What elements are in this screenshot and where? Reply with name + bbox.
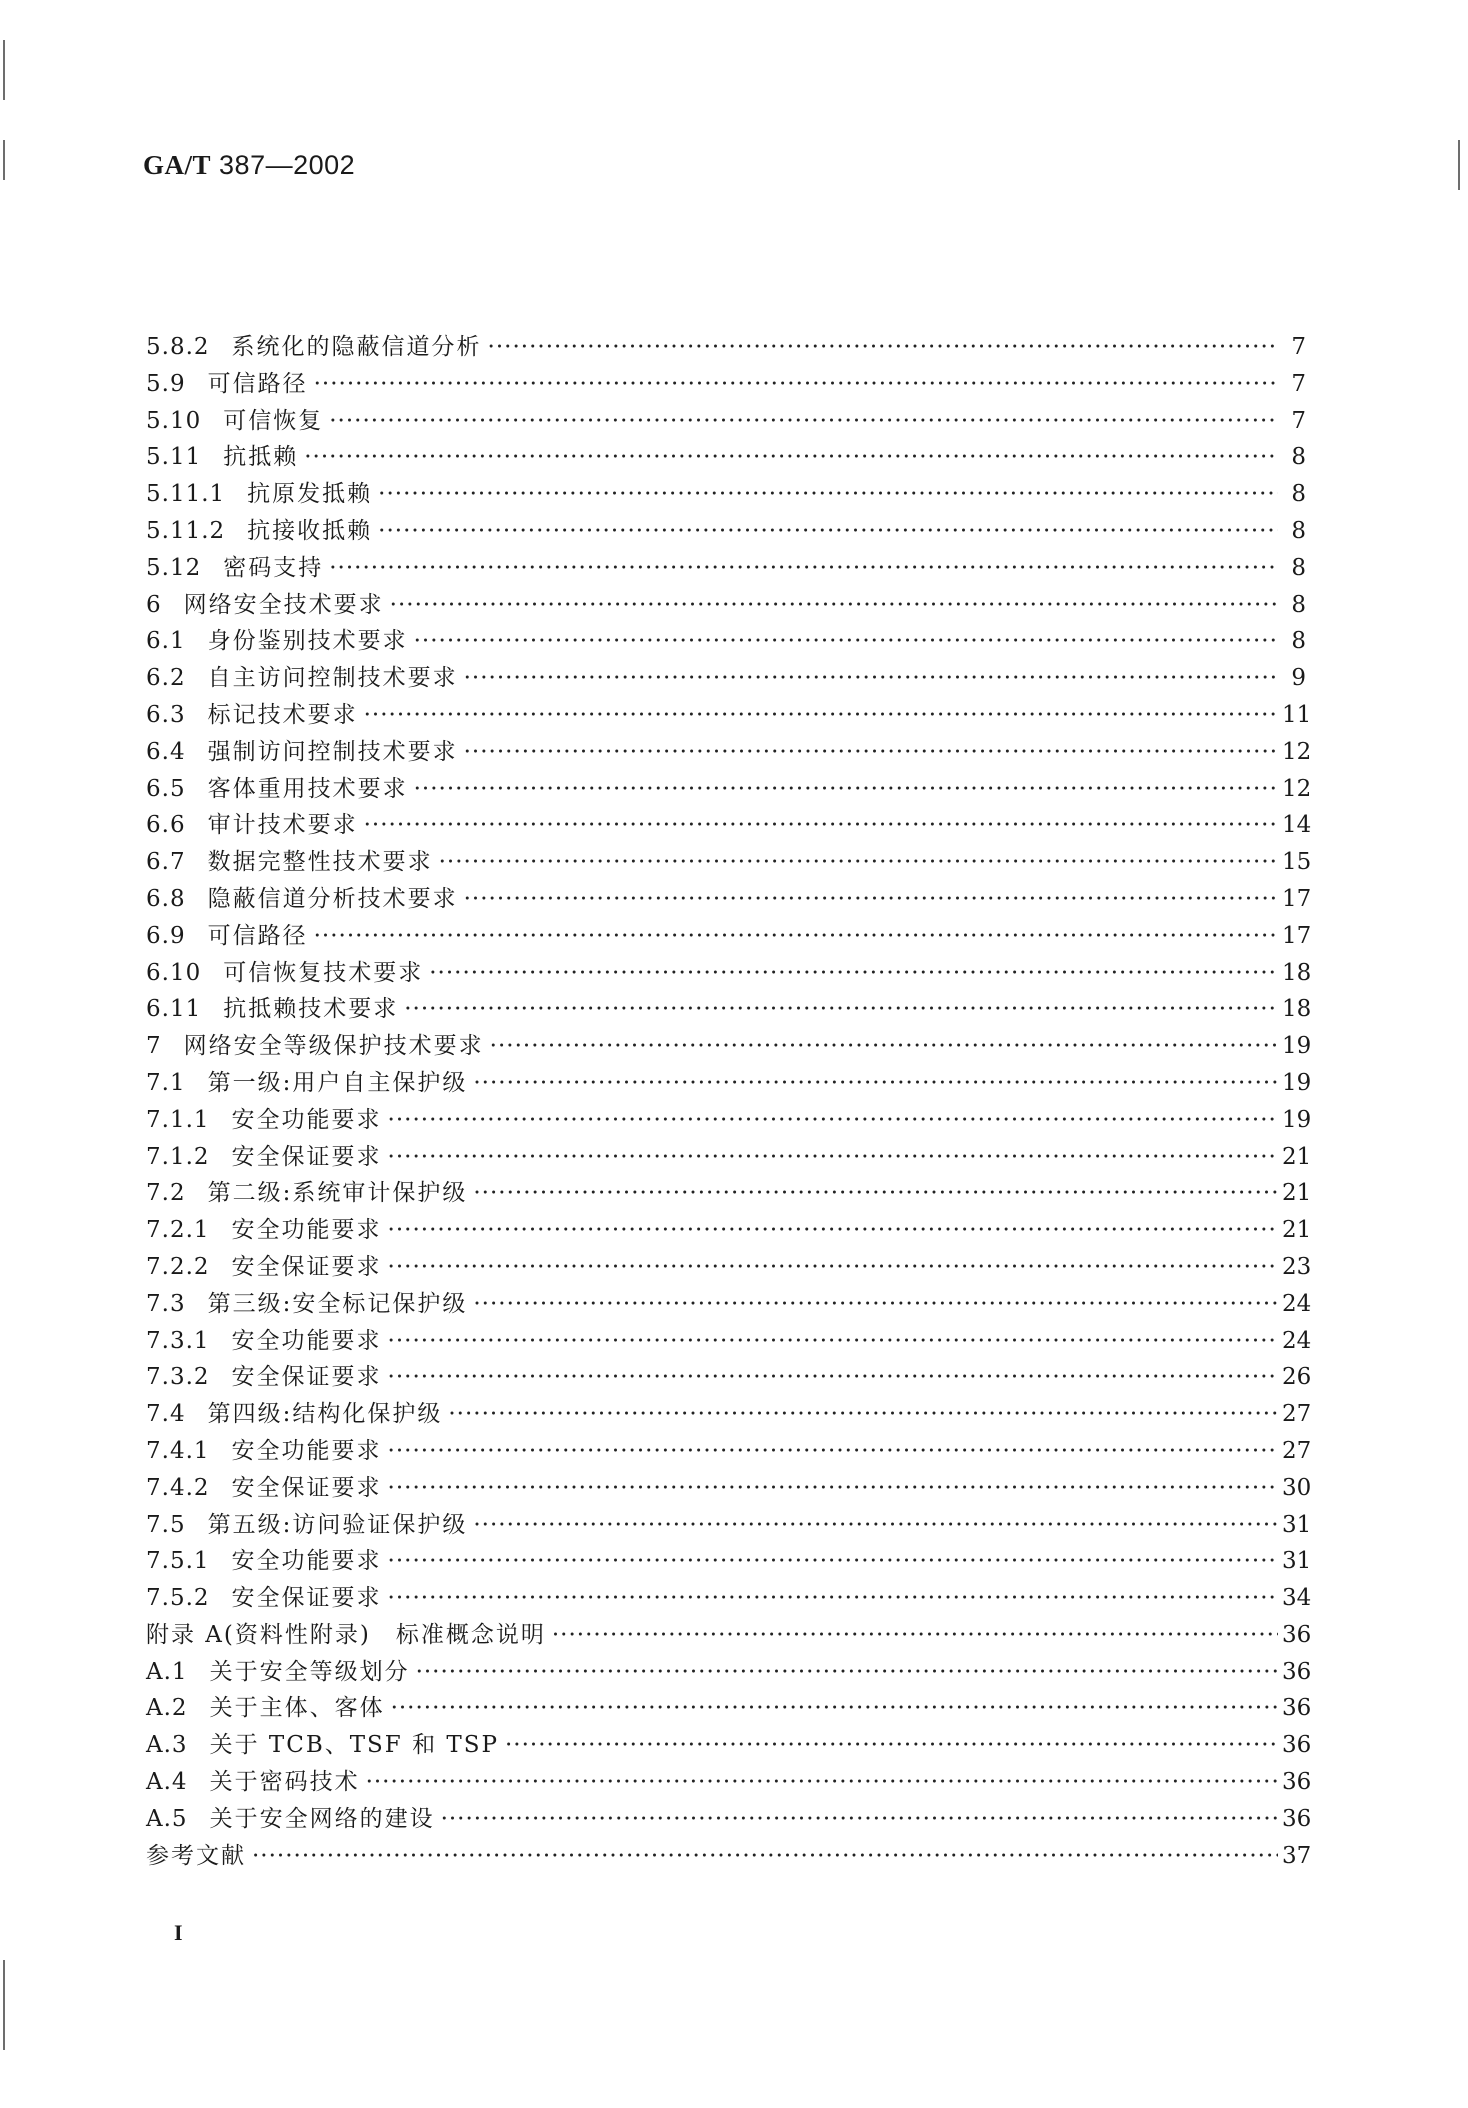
toc-entry-page: 30 (1282, 1474, 1312, 1501)
toc-leader-dots (505, 1732, 1278, 1758)
toc-entry-page: 8 (1291, 481, 1306, 508)
toc-entry-page: 37 (1282, 1842, 1312, 1869)
toc-entry (146, 1542, 1312, 1579)
toc-leader-dots (329, 408, 1278, 434)
toc-entry-number: 6.7 (146, 849, 186, 876)
toc-entry-page: 15 (1282, 849, 1312, 876)
toc-entry-number: 7.3.2 (146, 1364, 210, 1391)
toc-entry-number: 7.2 (146, 1180, 186, 1207)
toc-entry-title: 安全保证要求 (231, 1253, 382, 1280)
toc-entry (146, 1064, 1312, 1101)
toc-entry-number: 7.5.2 (146, 1585, 210, 1612)
toc-entry-title: 关于主体、客体 (209, 1695, 385, 1722)
toc-leader-dots (464, 886, 1278, 912)
toc-entry-title: 参考文献 (146, 1842, 246, 1869)
toc-leader-dots (388, 1548, 1278, 1574)
toc-entry-number: A.2 (146, 1695, 188, 1722)
toc-entry-title: 安全功能要求 (231, 1437, 382, 1464)
toc-entry (146, 1653, 1312, 1690)
toc-leader-dots (488, 334, 1278, 360)
toc-entry-page: 19 (1282, 1106, 1312, 1133)
toc-entry (146, 512, 1306, 549)
toc-entry (146, 1800, 1312, 1837)
scan-edge-mark-low (3, 1960, 5, 2050)
toc-leader-dots (252, 1843, 1278, 1869)
toc-entry-page: 7 (1291, 370, 1306, 397)
toc-entry (146, 1616, 1312, 1653)
toc-leader-dots (366, 1769, 1278, 1795)
toc-leader-dots (388, 1254, 1278, 1280)
toc-entry-title: 关于密码技术 (209, 1769, 360, 1796)
toc-leader-dots (314, 923, 1278, 949)
toc-entry-number: 6.11 (146, 996, 202, 1023)
toc-entry-number: 5.10 (146, 407, 202, 434)
toc-entry-number: 7.3 (146, 1290, 186, 1317)
toc-leader-dots (304, 444, 1278, 470)
toc-leader-dots (364, 812, 1278, 838)
toc-entry-page: 24 (1282, 1327, 1312, 1354)
toc-entry-number: 6.5 (146, 775, 186, 802)
toc-entry (146, 328, 1306, 365)
toc-entry-number: 7.1 (146, 1069, 186, 1096)
toc-entry-page: 18 (1282, 996, 1312, 1023)
toc-leader-dots (404, 996, 1278, 1022)
toc-entry-title: 审计技术要求 (207, 812, 358, 839)
toc-entry (146, 806, 1312, 843)
toc-entry-page: 23 (1282, 1253, 1312, 1280)
toc-entry (146, 696, 1312, 733)
toc-entry-page: 8 (1291, 628, 1306, 655)
toc-entry-page: 17 (1282, 922, 1312, 949)
toc-entry-page: 8 (1291, 517, 1306, 544)
toc-entry-page: 18 (1282, 959, 1312, 986)
toc-leader-dots (473, 1180, 1278, 1206)
toc-leader-dots (388, 1144, 1278, 1170)
toc-entry-page: 36 (1282, 1695, 1312, 1722)
toc-entry-page: 9 (1291, 665, 1306, 692)
toc-entry-title: 强制访问控制技术要求 (207, 738, 458, 765)
toc-entry-title: 身份鉴别技术要求 (207, 628, 408, 655)
toc-entry (146, 549, 1306, 586)
toc-leader-dots (473, 1291, 1278, 1317)
toc-leader-dots (473, 1070, 1278, 1096)
toc-entry-title: 抗抵赖 (223, 444, 299, 471)
toc-entry-number: 5.11.2 (146, 517, 226, 544)
toc-entry-number: 6.10 (146, 959, 202, 986)
toc-entry-page: 36 (1282, 1621, 1312, 1648)
doc-prefix: GA/T (143, 150, 212, 180)
toc-entry (146, 659, 1306, 696)
toc-entry-title: 第五级:访问验证保护级 (207, 1511, 468, 1538)
toc-entry-title: 可信恢复 (223, 407, 324, 434)
table-of-contents (146, 328, 1312, 1873)
toc-entry-number: 7.2.2 (146, 1253, 210, 1280)
toc-entry-number: 7.4 (146, 1401, 186, 1428)
toc-entry-page: 19 (1282, 1033, 1312, 1060)
toc-entry-title: 抗接收抵赖 (247, 517, 373, 544)
toc-leader-dots (388, 1585, 1278, 1611)
toc-leader-dots (416, 1659, 1278, 1685)
toc-entry (146, 1322, 1312, 1359)
toc-entry (146, 1285, 1312, 1322)
toc-entry (146, 1395, 1312, 1432)
toc-entry-page: 7 (1291, 407, 1306, 434)
toc-entry (146, 475, 1306, 512)
toc-entry (146, 1101, 1312, 1138)
toc-entry-title: 关于安全等级划分 (209, 1658, 410, 1685)
toc-entry-page: 21 (1282, 1143, 1312, 1170)
toc-entry-title: 密码支持 (223, 554, 324, 581)
toc-entry-title: 安全功能要求 (231, 1217, 382, 1244)
page-number: I (174, 1920, 183, 1945)
toc-leader-dots (464, 665, 1278, 691)
toc-entry-number: 7.4.2 (146, 1474, 210, 1501)
toc-entry-page: 36 (1282, 1658, 1312, 1685)
toc-entry-title: 抗原发抵赖 (247, 481, 373, 508)
toc-entry-page: 8 (1291, 554, 1306, 581)
toc-entry (146, 1763, 1312, 1800)
toc-leader-dots (552, 1622, 1278, 1648)
toc-entry-page: 36 (1282, 1769, 1312, 1796)
toc-entry-page: 27 (1282, 1401, 1312, 1428)
toc-leader-dots (429, 960, 1278, 986)
toc-entry (146, 1689, 1312, 1726)
toc-entry (146, 402, 1306, 439)
toc-entry-number: 7.1.1 (146, 1106, 210, 1133)
toc-entry-number: 7.2.1 (146, 1217, 210, 1244)
toc-entry (146, 1837, 1312, 1874)
toc-entry-number: 5.11 (146, 444, 202, 471)
toc-entry-page: 26 (1282, 1364, 1312, 1391)
toc-entry-page: 12 (1282, 775, 1312, 802)
toc-entry-page: 7 (1291, 334, 1306, 360)
toc-entry-title: 第三级:安全标记保护级 (207, 1290, 468, 1317)
toc-entry-title: 第四级:结构化保护级 (207, 1401, 443, 1428)
scan-edge-mark-right (1458, 140, 1460, 190)
toc-entry-title: 可信路径 (207, 922, 308, 949)
toc-leader-dots (388, 1364, 1278, 1390)
toc-entry-number: 6.9 (146, 922, 186, 949)
toc-entry-page: 14 (1282, 812, 1312, 839)
toc-entry-number: 5.8.2 (146, 334, 210, 360)
toc-entry (146, 770, 1312, 807)
toc-entry-title: 抗抵赖技术要求 (223, 996, 399, 1023)
toc-leader-dots (441, 1806, 1278, 1832)
toc-entry-title: 安全保证要求 (231, 1474, 382, 1501)
toc-entry-title: 网络安全技术要求 (183, 591, 384, 618)
toc-entry (146, 622, 1306, 659)
toc-entry-number: 6.1 (146, 628, 186, 655)
toc-entry-page: 12 (1282, 738, 1312, 765)
toc-entry-title: 隐蔽信道分析技术要求 (207, 885, 458, 912)
toc-entry-title: 关于 TCB、TSF 和 TSP (209, 1732, 499, 1759)
toc-entry-title: 安全保证要求 (231, 1143, 382, 1170)
toc-entry-page: 24 (1282, 1290, 1312, 1317)
toc-entry-title: 系统化的隐蔽信道分析 (231, 334, 482, 360)
toc-entry (146, 1469, 1312, 1506)
toc-entry-title: 安全功能要求 (231, 1548, 382, 1575)
toc-entry (146, 917, 1312, 954)
toc-entry-title: 关于安全网络的建设 (209, 1805, 435, 1832)
toc-entry-title: 安全功能要求 (231, 1106, 382, 1133)
toc-entry (146, 1174, 1312, 1211)
toc-leader-dots (378, 518, 1278, 544)
toc-entry-title: 可信恢复技术要求 (223, 959, 424, 986)
toc-leader-dots (388, 1107, 1278, 1133)
toc-entry-page: 27 (1282, 1437, 1312, 1464)
toc-entry-number: 5.12 (146, 554, 202, 581)
toc-entry-number: 7 (146, 1033, 162, 1060)
toc-entry (146, 954, 1312, 991)
toc-entry (146, 1358, 1312, 1395)
toc-entry (146, 438, 1306, 475)
toc-leader-dots (388, 1438, 1278, 1464)
toc-entry-title: 自主访问控制技术要求 (207, 665, 458, 692)
toc-entry-title: 安全功能要求 (231, 1327, 382, 1354)
toc-entry-number: 7.3.1 (146, 1327, 210, 1354)
toc-entry-page: 17 (1282, 885, 1312, 912)
toc-entry-page: 11 (1282, 701, 1312, 728)
toc-leader-dots (448, 1401, 1278, 1427)
toc-entry-title: 数据完整性技术要求 (207, 849, 433, 876)
toc-leader-dots (464, 739, 1278, 765)
toc-leader-dots (364, 702, 1278, 728)
toc-entry (146, 1211, 1312, 1248)
toc-leader-dots (329, 555, 1278, 581)
toc-entry-title: 可信路径 (207, 370, 308, 397)
toc-leader-dots (388, 1328, 1278, 1354)
toc-entry-page: 36 (1282, 1732, 1312, 1759)
toc-entry-page: 8 (1291, 591, 1306, 618)
toc-entry (146, 880, 1312, 917)
toc-entry-page: 31 (1282, 1511, 1312, 1538)
toc-entry-title: 第二级:系统审计保护级 (207, 1180, 468, 1207)
toc-entry (146, 1138, 1312, 1175)
toc-entry-title: 安全保证要求 (231, 1364, 382, 1391)
toc-leader-dots (490, 1033, 1278, 1059)
toc-entry (146, 1506, 1312, 1543)
toc-entry-page: 8 (1291, 444, 1306, 471)
toc-entry (146, 733, 1312, 770)
toc-entry (146, 1726, 1312, 1763)
toc-leader-dots (414, 776, 1278, 802)
toc-entry-title: 附录 A(资料性附录) 标准概念说明 (146, 1621, 546, 1648)
toc-entry-title: 安全保证要求 (231, 1585, 382, 1612)
toc-entry-number: A.5 (146, 1805, 188, 1832)
toc-entry-title: 第一级:用户自主保护级 (207, 1069, 468, 1096)
toc-entry-number: 5.9 (146, 370, 186, 397)
toc-entry-number: 7.5 (146, 1511, 186, 1538)
toc-entry (146, 990, 1312, 1027)
scan-edge-mark-mid (3, 140, 5, 180)
toc-entry (146, 843, 1312, 880)
toc-entry (146, 586, 1306, 623)
toc-entry (146, 1027, 1312, 1064)
toc-entry (146, 365, 1306, 402)
toc-entry-number: 7.5.1 (146, 1548, 210, 1575)
scan-edge-mark-top (3, 40, 5, 100)
document-header (143, 150, 355, 181)
toc-entry-title: 标记技术要求 (207, 701, 358, 728)
doc-number: 387—2002 (219, 150, 356, 180)
toc-entry-number: 6.4 (146, 738, 186, 765)
toc-entry-number: A.3 (146, 1732, 188, 1759)
toc-entry-page: 21 (1282, 1217, 1312, 1244)
toc-leader-dots (414, 628, 1278, 654)
toc-entry-number: 5.11.1 (146, 481, 226, 508)
toc-leader-dots (314, 371, 1278, 397)
toc-leader-dots (473, 1512, 1278, 1538)
toc-entry (146, 1432, 1312, 1469)
toc-entry-number: 6 (146, 591, 162, 618)
toc-entry-number: A.4 (146, 1769, 188, 1796)
toc-entry-title: 网络安全等级保护技术要求 (183, 1033, 484, 1060)
toc-entry-number: A.1 (146, 1658, 188, 1685)
toc-entry-number: 6.6 (146, 812, 186, 839)
toc-entry-number: 7.1.2 (146, 1143, 210, 1170)
toc-leader-dots (388, 1475, 1278, 1501)
toc-leader-dots (378, 481, 1278, 507)
toc-leader-dots (390, 592, 1278, 618)
toc-entry-number: 7.4.1 (146, 1437, 210, 1464)
toc-entry-page: 34 (1282, 1585, 1312, 1612)
toc-entry (146, 1248, 1312, 1285)
toc-entry-number: 6.8 (146, 885, 186, 912)
toc-entry-page: 19 (1282, 1069, 1312, 1096)
toc-leader-dots (439, 849, 1278, 875)
toc-entry-number: 6.2 (146, 665, 186, 692)
toc-entry-page: 36 (1282, 1805, 1312, 1832)
toc-leader-dots (391, 1695, 1278, 1721)
toc-leader-dots (388, 1217, 1278, 1243)
toc-entry-page: 31 (1282, 1548, 1312, 1575)
toc-entry-title: 客体重用技术要求 (207, 775, 408, 802)
toc-entry-number: 6.3 (146, 701, 186, 728)
toc-entry-page: 21 (1282, 1180, 1312, 1207)
toc-entry (146, 1579, 1312, 1616)
